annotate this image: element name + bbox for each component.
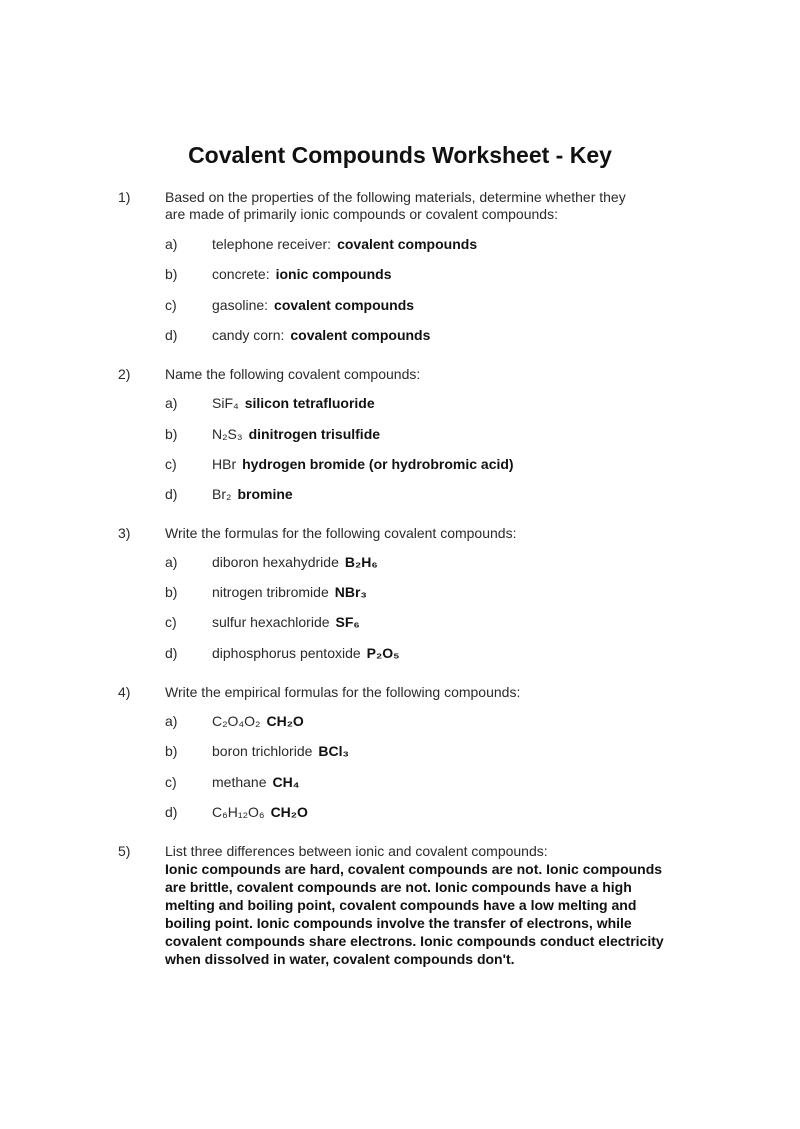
list-item [212, 554, 378, 570]
list-item [212, 426, 380, 442]
item-letter: d) [165, 645, 178, 661]
question-number: 2) [118, 366, 131, 382]
item-text: telephone receiver: [212, 236, 332, 252]
question-prompt [165, 189, 626, 223]
list-item [212, 266, 391, 282]
list-item [212, 774, 299, 790]
item-answer: B₂H₆ [344, 554, 378, 570]
item-letter: a) [165, 395, 178, 411]
item-text: HBr [212, 456, 237, 472]
item-letter: b) [165, 426, 178, 442]
item-answer: ionic compounds [275, 266, 392, 282]
item-letter: b) [165, 584, 178, 600]
item-text: N₂S₃ [212, 426, 243, 442]
list-item [212, 297, 414, 313]
item-answer: covalent compounds [337, 236, 478, 252]
item-text: C₂O₄O₂ [212, 713, 261, 729]
item-letter: d) [165, 327, 178, 343]
question-prompt [165, 684, 520, 701]
question-prompt [165, 525, 516, 542]
answer-paragraph: Ionic compounds are hard, covalent compounds are not. Ionic compounds are brittle, covalent compounds are not. Ionic compounds have a high melting and boiling point, covalent compounds have a low melting and boiling point. Ionic compounds involve the transfer of electrons, while covalent compounds share electrons. Ionic compounds conduct electricity when dissolved in water, covalent compounds don't. [165, 861, 664, 967]
question-number: 1) [118, 189, 131, 205]
list-item [212, 743, 349, 759]
item-letter: d) [165, 804, 178, 820]
item-text: SiF₄ [212, 395, 239, 411]
item-text: boron trichloride [212, 743, 313, 759]
item-answer: hydrogen bromide (or hydrobromic acid) [242, 456, 514, 472]
item-letter: c) [165, 614, 177, 630]
list-item [212, 236, 477, 252]
question-prompt [165, 366, 420, 383]
question-number: 5) [118, 843, 131, 859]
item-letter: c) [165, 297, 177, 313]
question-number: 4) [118, 684, 131, 700]
item-letter: a) [165, 713, 178, 729]
question-number: 3) [118, 525, 131, 541]
item-answer: silicon tetrafluoride [244, 395, 375, 411]
item-answer: BCl₃ [318, 743, 349, 759]
prompt-line: Name the following covalent compounds: [165, 366, 421, 382]
item-answer: P₂O₅ [366, 645, 400, 661]
worksheet-title: Covalent Compounds Worksheet - Key [188, 142, 612, 168]
item-answer: covalent compounds [290, 327, 431, 343]
list-item [212, 804, 308, 820]
item-answer: CH₂O [266, 713, 304, 729]
item-answer: bromine [237, 486, 293, 502]
item-text: candy corn: [212, 327, 285, 343]
item-text: C₆H₁₂O₆ [212, 804, 265, 820]
prompt-line: are made of primarily ionic compounds or covalent compounds: [165, 206, 558, 222]
item-letter: a) [165, 554, 178, 570]
list-item [212, 327, 430, 343]
prompt-line: Write the formulas for the following covalent compounds: [165, 525, 517, 541]
item-letter: a) [165, 236, 178, 252]
item-letter: c) [165, 774, 177, 790]
item-text: sulfur hexachloride [212, 614, 330, 630]
list-item [212, 395, 375, 411]
item-answer: SF₆ [335, 614, 360, 630]
item-letter: b) [165, 266, 178, 282]
item-answer: NBr₃ [334, 584, 367, 600]
item-text: gasoline: [212, 297, 269, 313]
item-text: nitrogen tribromide [212, 584, 329, 600]
list-item [212, 614, 360, 630]
item-answer: dinitrogen trisulfide [248, 426, 381, 442]
prompt-line: Based on the properties of the following materials, determine whether they [165, 189, 626, 205]
item-answer: CH₄ [272, 774, 300, 790]
item-letter: b) [165, 743, 178, 759]
item-answer: covalent compounds [274, 297, 415, 313]
item-text: Br₂ [212, 486, 232, 502]
prompt-line: Write the empirical formulas for the following compounds: [165, 684, 521, 700]
list-item [212, 713, 304, 729]
list-item [212, 486, 293, 502]
question-prompt [165, 843, 548, 860]
list-item [212, 584, 367, 600]
prompt-line: List three differences between ionic and covalent compounds: [165, 843, 548, 859]
list-item [212, 645, 400, 661]
item-letter: d) [165, 486, 178, 502]
item-text: diboron hexahydride [212, 554, 339, 570]
item-letter: c) [165, 456, 177, 472]
item-text: methane [212, 774, 267, 790]
item-text: diphosphorus pentoxide [212, 645, 361, 661]
list-item [212, 456, 514, 472]
item-text: concrete: [212, 266, 270, 282]
item-answer: CH₂O [270, 804, 308, 820]
